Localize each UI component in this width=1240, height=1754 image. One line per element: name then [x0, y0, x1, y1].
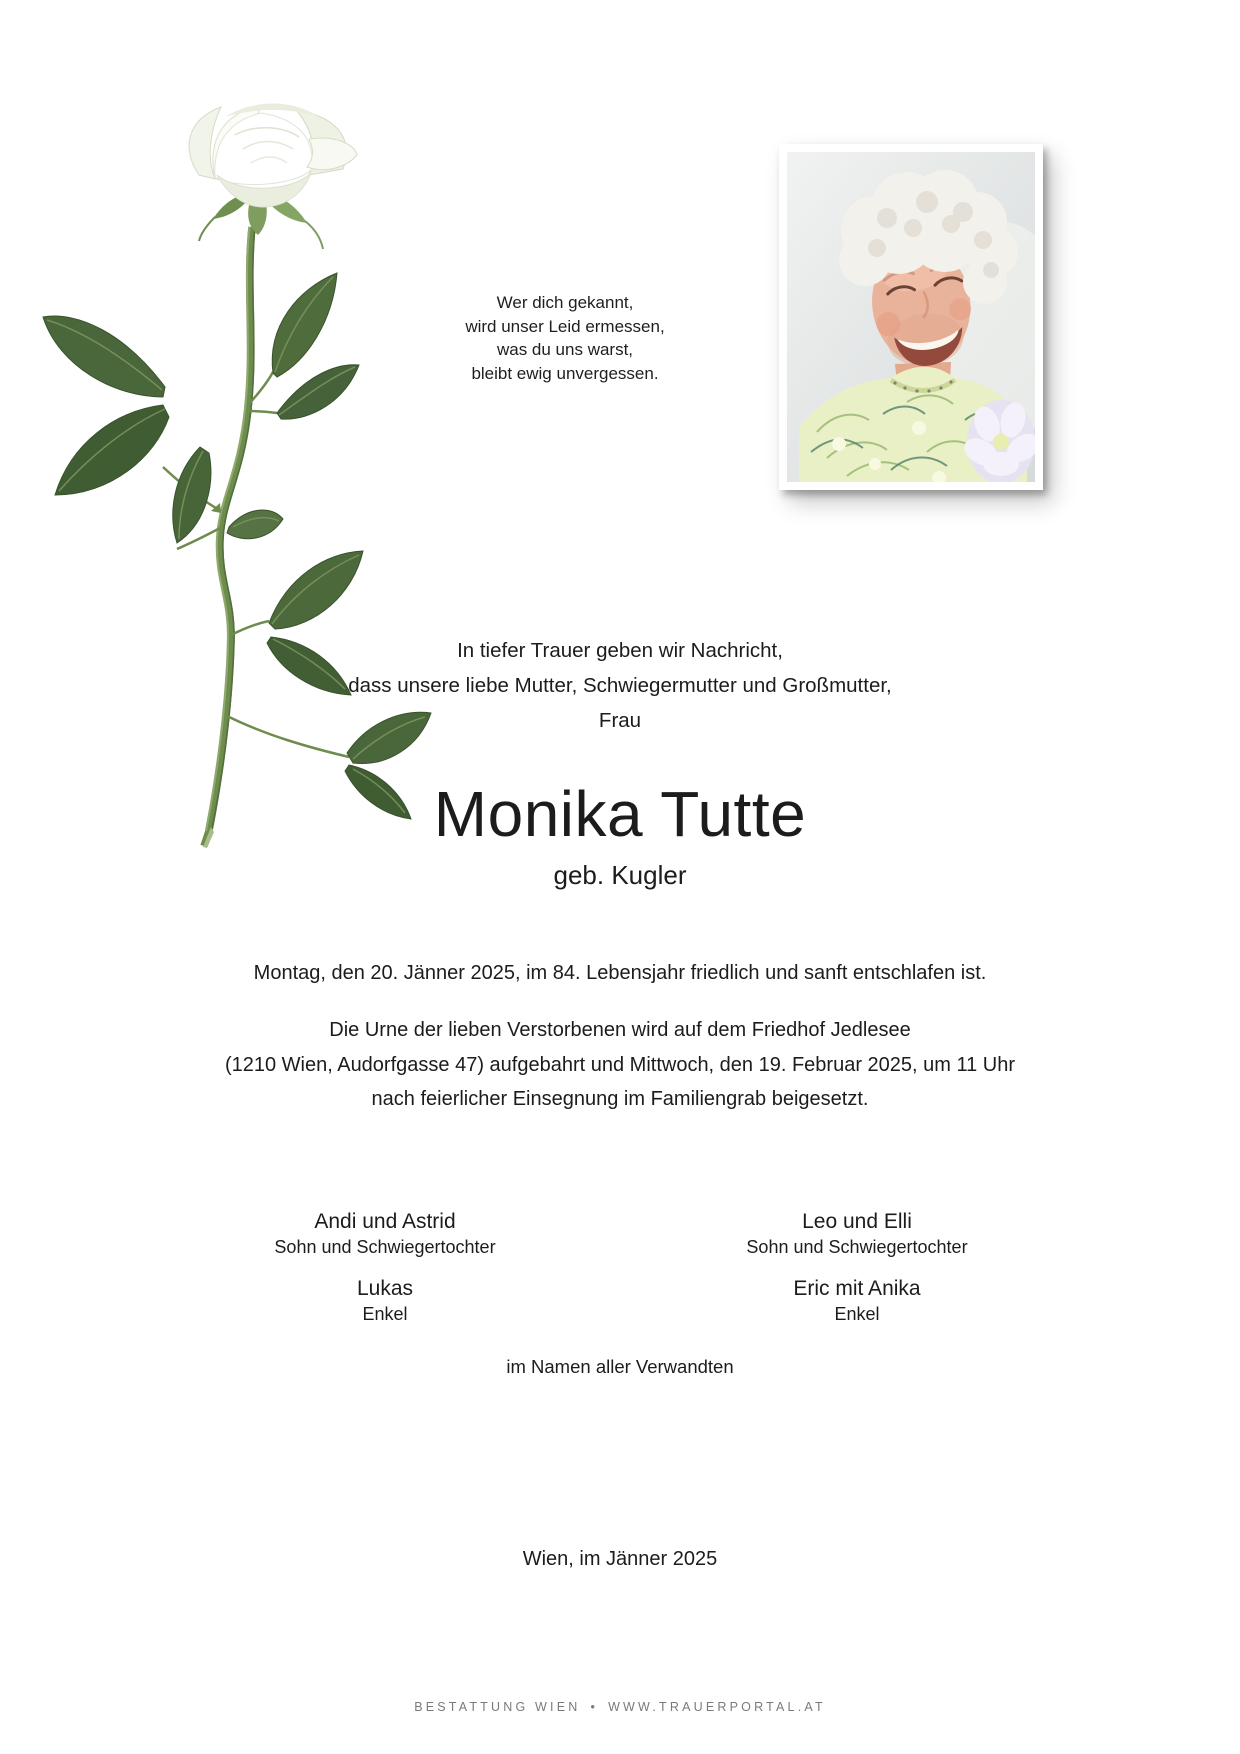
death-notice: Montag, den 20. Jänner 2025, im 84. Lebensjahr friedlich und sanft entschlafen ist.	[253, 962, 987, 984]
mourner-relation: Enkel	[834, 1304, 880, 1324]
mourners-left-column	[185, 1208, 585, 1342]
footer-website: WWW.TRAUERPORTAL.AT	[608, 1700, 826, 1714]
mourner-name: Andi und Astrid	[314, 1210, 456, 1233]
announcement-line: Frau	[598, 709, 642, 732]
mourner-name: Leo und Elli	[802, 1210, 912, 1233]
burial-line: nach feierlicher Einsegnung im Familiengrab beigesetzt.	[371, 1088, 869, 1110]
closing-line: im Namen aller Verwandten	[506, 1356, 734, 1377]
burial-line: (1210 Wien, Audorfgasse 47) aufgebahrt und Mittwoch, den 19. Februar 2025, um 11 Uhr	[224, 1053, 1016, 1076]
burial-line: Die Urne der lieben Verstorbenen wird auf dem Friedhof Jedlesee	[329, 1019, 911, 1041]
mourner-name: Eric mit Anika	[793, 1277, 921, 1300]
mourner-relation: Sohn und Schwiegertochter	[274, 1237, 496, 1257]
place-date: Wien, im Jänner 2025	[522, 1548, 718, 1570]
announcement-line: In tiefer Trauer geben wir Nachricht,	[457, 639, 783, 662]
rose-blossom	[189, 104, 357, 208]
verse-line: wird unser Leid ermessen,	[465, 316, 665, 336]
mourner-name: Lukas	[356, 1277, 414, 1300]
announcement-text	[0, 633, 1240, 738]
verse-line: bleibt ewig unvergessen.	[471, 363, 659, 383]
verse-line: was du uns warst,	[496, 340, 634, 359]
portrait-photo	[787, 152, 1035, 482]
burial-details	[0, 1013, 1240, 1117]
portrait-photo-frame	[779, 144, 1043, 490]
white-rose-image	[15, 75, 455, 855]
verse-line: Wer dich gekannt,	[496, 293, 634, 312]
footer	[0, 1700, 1240, 1714]
footer-publisher: BESTATTUNG WIEN	[414, 1700, 581, 1714]
announcement-line: dass unsere liebe Mutter, Schwiegermutter und Großmutter,	[348, 674, 892, 697]
footer-separator-dot: •	[590, 1700, 599, 1714]
mourner-relation: Enkel	[362, 1304, 408, 1324]
deceased-birth-name: geb. Kugler	[553, 860, 687, 890]
mourners-right-column	[657, 1208, 1057, 1342]
deceased-name: Monika Tutte	[433, 778, 807, 850]
mourner-relation: Sohn und Schwiegertochter	[746, 1237, 968, 1257]
memorial-verse	[365, 291, 765, 385]
